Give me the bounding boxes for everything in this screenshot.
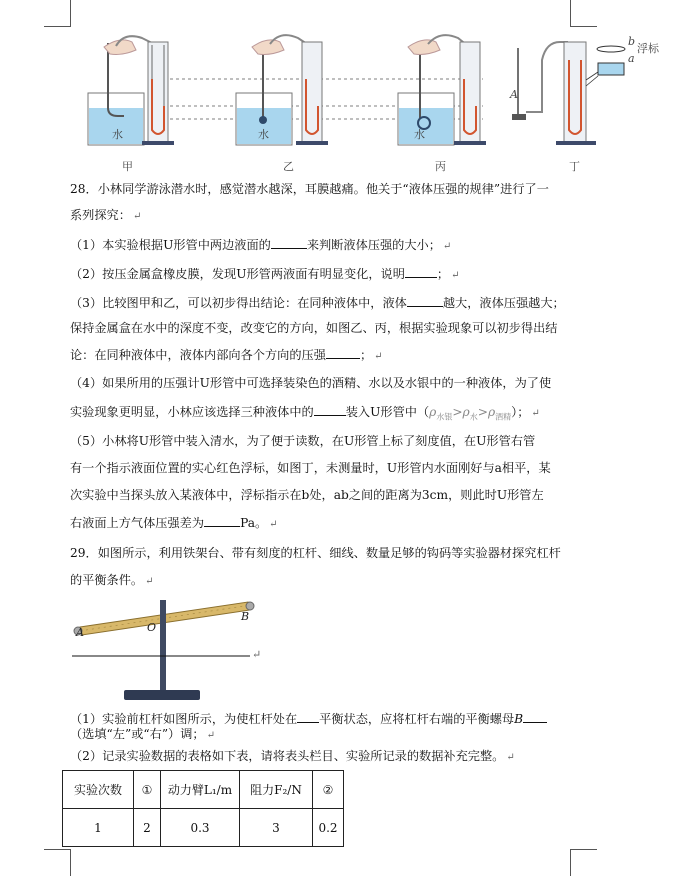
table-row [63, 809, 344, 847]
q28-sub5-line4: 右液面上方气体压强差为 Pa。 ↵ [70, 516, 278, 530]
beaker-label-yi: 水 [258, 128, 269, 141]
q28-intro-line2: 系列探究： ↵ [70, 208, 142, 222]
figure-label-yi: 乙 [283, 160, 294, 173]
lever-line-return-mark: ↵ [252, 648, 262, 661]
figure-label-bing: 丙 [435, 160, 446, 173]
ding-label-a: a [628, 52, 635, 65]
q28-sub3-line2: 保持金属盒在水中的深度不变，改变它的方向，如图乙、丙，根据实验现象可以初步得出结 [70, 321, 558, 335]
ding-label-b: b [628, 35, 636, 48]
setup-bing [398, 35, 486, 145]
q28-sub3-line3: 论：在同种液体中，液体内部向各个方向的压强 ； ↵ [70, 348, 383, 362]
table-header-row [63, 771, 344, 809]
table-header-cell: 实验次数 [63, 771, 134, 809]
setup-jia [88, 36, 174, 145]
ding-label-float: 浮标 [637, 42, 659, 55]
table-cell: 0.2 [313, 809, 344, 847]
table-cell: 3 [240, 809, 313, 847]
q28-sub4-line2: 实验现象更明显，小林应该选择三种液体中的 装入U形管中$(\rho_{水银}>\rho_水>\rho_{酒精})$； ↵ [70, 405, 540, 422]
q29-intro-line2: 的平衡条件。 ↵ [70, 573, 154, 587]
beaker-label-jia: 水 [112, 128, 123, 141]
q28-sub4-line1: （4）如果所用的压强计U形管中可选择装染色的酒精、水以及水银中的一种液体，为了使 [70, 376, 552, 390]
q28-sub5-line2: 有一个指示液面位置的实心红色浮标，如图丁，未测量时，U形管内水面刚好与a相平，某 [70, 461, 551, 475]
ding-label-A: A [510, 88, 518, 101]
table-cell: 1 [63, 809, 134, 847]
lever-figure [0, 596, 673, 706]
q29-intro-line1: 29．如图所示，利用铁架台、带有刻度的杠杆、细线、数量足够的钩码等实验器材探究杠杆 [70, 546, 561, 560]
table-header-cell: 阻力F₂/N [240, 771, 313, 809]
pressure-experiment-figure [0, 0, 673, 180]
q29-sub1-line1: （1）实验前杠杆如图所示，为使杠杆处在 平衡状态，应将杠杆右端的平衡螺母B [70, 710, 590, 728]
table-header-cell: 动力臂L₁/m [161, 771, 240, 809]
q28-intro-line1: 28．小林同学游泳潜水时，感觉潜水越深，耳膜越痛。他关于“液体压强的规律”进行了一 [70, 182, 549, 196]
data-table [62, 770, 344, 847]
table-cell: 0.3 [161, 809, 240, 847]
table-header-cell: ② [313, 771, 344, 809]
setup-yi [236, 35, 328, 145]
beaker-label-bing: 水 [414, 128, 425, 141]
q28-sub1: （1）本实验根据U形管中两边液面的 来判断液体压强的大小； ↵ [70, 238, 452, 252]
q29-sub2: （2）记录实验数据的表格如下表，请将表头栏目、实验所记录的数据补充完整。 ↵ [70, 749, 515, 763]
table-cell: 2 [134, 809, 161, 847]
q28-sub3-line1: （3）比较图甲和乙，可以初步得出结论：在同种液体中，液体 越大，液体压强越大； [70, 296, 565, 310]
q28-sub2: （2）按压金属盒橡皮膜，发现U形管两液面有明显变化，说明 ； ↵ [70, 267, 460, 281]
setup-ding [512, 42, 625, 145]
lever-label-A: A [76, 626, 84, 639]
figure-label-ding: 丁 [569, 160, 580, 173]
q29-sub1-line2: （选填“左”或“右”）调； ↵ [70, 727, 216, 741]
crop-mark-bottom-left [44, 849, 71, 876]
lever-label-O: O [147, 621, 157, 634]
figure-label-jia: 甲 [122, 160, 133, 173]
q28-sub5-line1: （5）小林将U形管中装入清水，为了便于读数，在U形管上标了刻度值，在U形管右管 [70, 434, 536, 448]
q28-sub5-line3: 次实验中当探头放入某液体中，浮标指示在b处，ab之间的距离为3cm，则此时U形管左 [70, 488, 544, 502]
table-header-cell: ① [134, 771, 161, 809]
crop-mark-bottom-right [570, 849, 597, 876]
lever-label-B: B [241, 610, 250, 623]
